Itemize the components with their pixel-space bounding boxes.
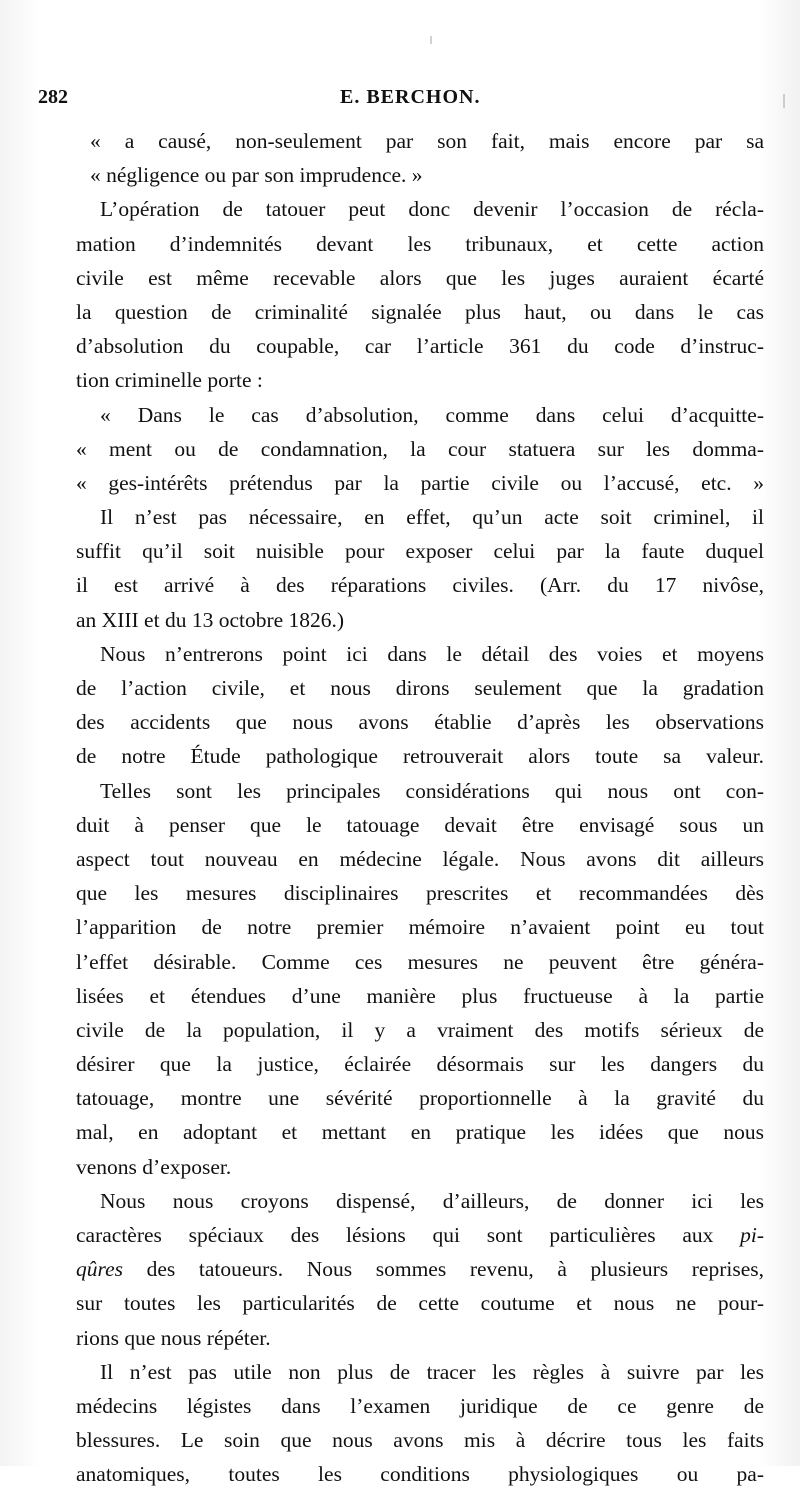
text-line: an XIII et du 13 octobre 1826.) xyxy=(76,607,345,632)
text-line: « négligence ou par son imprudence. » xyxy=(90,163,423,188)
text-line: « a causé, non-seulement par son fait, mais encore par sa xyxy=(90,129,764,153)
italic-word: qûres xyxy=(76,1257,123,1282)
text-line: des accidents que nous avons établie d’après les observations xyxy=(76,710,764,735)
text-line: qûres des tatoueurs. Nous sommes revenu, à plusieurs reprises, xyxy=(76,1257,764,1282)
text-line: aspect tout nouveau en médecine légale. Nous avons dit ailleurs xyxy=(76,846,764,871)
page-number: 282 xyxy=(38,86,68,108)
text-line: rions que nous répéter. xyxy=(76,1325,271,1350)
paper-speck xyxy=(783,94,785,108)
text-line: civile de la population, il y a vraiment des motifs sérieux de xyxy=(76,1017,764,1042)
text-line: duit à penser que le tatouage devait être envisagé sous un xyxy=(76,812,764,837)
text-line: blessures. Le soin que nous avons mis à décrire tous les faits xyxy=(76,1428,764,1453)
text-line: caractères spéciaux des lésions qui sont particulières aux pi- xyxy=(76,1223,764,1247)
text-line: sur toutes les particularités de cette coutume et nous ne pour- xyxy=(76,1291,764,1316)
text-line: d’absolution du coupable, car l’article 361 du code d’instruc- xyxy=(76,334,764,359)
paper-speck xyxy=(430,36,432,44)
text-line: « ges-intérêts prétendus par la partie civile ou l’accusé, etc. » xyxy=(76,470,764,495)
running-head: E. BERCHON. xyxy=(340,86,481,108)
text-line: L’opération de tatouer peut donc devenir l’occasion de récla- xyxy=(100,197,764,222)
text-line: l’effet désirable. Comme ces mesures ne peuvent être généra- xyxy=(76,949,764,974)
text-line: de l’action civile, et nous dirons seulement que la gradation xyxy=(76,676,764,700)
text-line: que les mesures disciplinaires prescrites et recommandées dès xyxy=(76,881,764,906)
text-line: Il n’est pas nécessaire, en effet, qu’un acte soit criminel, il xyxy=(100,505,764,530)
text-line: de notre Étude pathologique retrouverait alors toute sa valeur. xyxy=(76,744,764,769)
text-line: « ment ou de condamnation, la cour statuera sur les domma- xyxy=(76,436,764,461)
text-line: Telles sont les principales considérations qui nous ont con- xyxy=(100,778,764,803)
page-header xyxy=(38,86,768,116)
text-line: suffit qu’il soit nuisible pour exposer celui par la faute duquel xyxy=(76,539,764,564)
text-line: anatomiques, toutes les conditions physiologiques ou pa- xyxy=(76,1462,764,1487)
text-line: venons d’exposer. xyxy=(76,1154,232,1179)
text-line: mal, en adoptant et mettant en pratique les idées que nous xyxy=(76,1120,764,1145)
text-line: civile est même recevable alors que les juges auraient écarté xyxy=(76,265,764,290)
italic-word: pi- xyxy=(740,1223,764,1247)
text-line: il est arrivé à des réparations civiles. (Arr. du 17 nivôse, xyxy=(76,573,764,598)
text-line: l’apparition de notre premier mémoire n’avaient point eu tout xyxy=(76,915,764,940)
text-line: Nous nous croyons dispensé, d’ailleurs, de donner ici les xyxy=(100,1188,764,1213)
text-line: lisées et étendues d’une manière plus fructueuse à la partie xyxy=(76,983,764,1008)
text-line: Il n’est pas utile non plus de tracer les règles à suivre par les xyxy=(100,1359,764,1384)
text-line: tion criminelle porte : xyxy=(76,368,263,393)
text-line: la question de criminalité signalée plus haut, ou dans le cas xyxy=(76,299,764,324)
body-text xyxy=(76,124,764,1492)
text-line: tatouage, montre une sévérité proportionnelle à la gravité du xyxy=(76,1086,764,1111)
text-line: désirer que la justice, éclairée désormais sur les dangers du xyxy=(76,1052,764,1077)
text-line: « Dans le cas d’absolution, comme dans celui d’acquitte- xyxy=(100,402,764,427)
text-line: médecins légistes dans l’examen juridique de ce genre de xyxy=(76,1393,764,1418)
text-line: Nous n’entrerons point ici dans le détail des voies et moyens xyxy=(100,641,764,666)
text-line: mation d’indemnités devant les tribunaux, et cette action xyxy=(76,231,764,256)
